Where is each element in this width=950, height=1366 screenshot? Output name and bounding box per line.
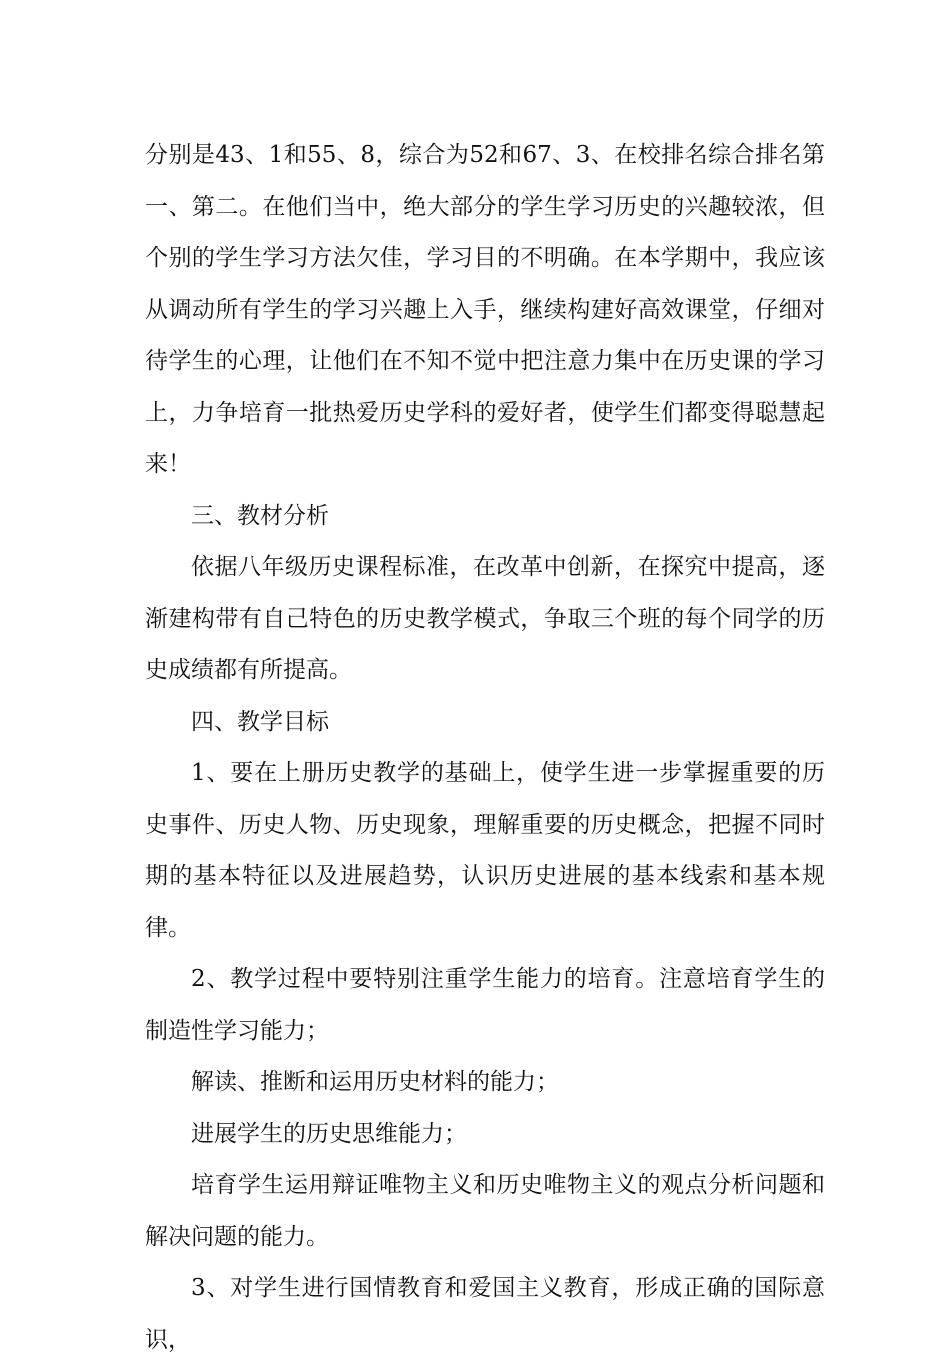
section-heading-textbook-analysis: 三、教材分析 <box>191 502 329 529</box>
paragraph-goal-2-item-c: 培育学生运用辩证唯物主义和历史唯物主义的观点分析问题和解决问题的能力。 <box>145 1172 825 1250</box>
paragraph-continuation: 分别是43、1和55、8，综合为52和67、3、在校排名综合排名第一、第二。在他们当中，绝大部分的学生学习历史的兴趣较浓，但个别的学生学习方法欠佳，学习目的不明确。在本学期中，我应该从调动所有学生的学习兴趣上入手，继续构建好高效课堂，仔细对待学生的心理，让他们在不知不觉中把注意力集中在历史课的学习上，力争培育一批热爱历史学科的爱好者，使学生们都变得聪慧起来！ <box>145 142 825 477</box>
paragraph-goal-2-item-a: 解读、推断和运用历史材料的能力； <box>191 1069 559 1095</box>
paragraph-textbook-analysis: 依据八年级历史课程标准，在改革中创新，在探究中提高，逐渐建构带有自己特色的历史教学模式，争取三个班的每个同学的历史成绩都有所提高。 <box>145 554 825 683</box>
paragraph-goal-3: 3、对学生进行国情教育和爱国主义教育，形成正确的国际意识， <box>145 1275 825 1353</box>
document-body <box>145 130 825 1366</box>
paragraph-goal-2-item-b: 进展学生的历史思维能力； <box>191 1120 467 1147</box>
paragraph-goal-1: 1、要在上册历史教学的基础上，使学生进一步掌握重要的历史事件、历史人物、历史现象，理解重要的历史概念，把握不同时期的基本特征以及进展趋势，认识历史进展的基本线索和基本规律。 <box>145 760 825 941</box>
section-heading-teaching-goals: 四、教学目标 <box>191 708 329 735</box>
paragraph-goal-2: 2、教学过程中要特别注重学生能力的培育。注意培育学生的制造性学习能力； <box>145 966 825 1044</box>
